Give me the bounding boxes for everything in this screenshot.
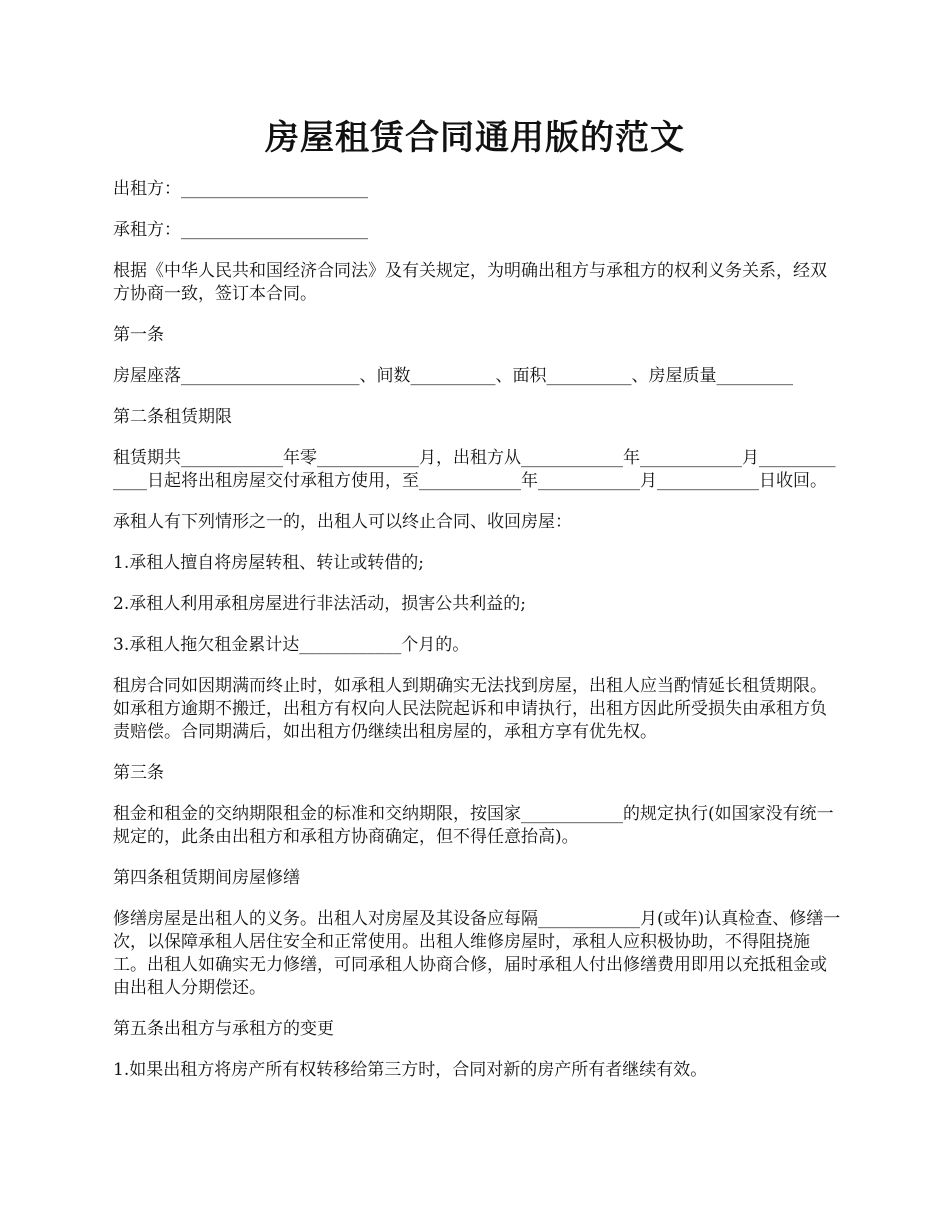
termination-intro: 承租人有下列情形之一的，出租人可以终止合同、收回房屋： xyxy=(113,512,572,532)
article-4-text: 修缮房屋是出租人的义务。出租人对房屋及其设备应每隔____________月(或年)认真检查、修缮一次，以保障承租人居住安全和正常使用。出租人维修房屋时，承租人应积极协助，不得阻挠施工。出租人如确实无力修缮，可同承租人协商合修，届时承租人付出修缮费用即用以充抵租金或由出租人分期偿还。 xyxy=(113,909,841,998)
termination-item-2: 2.承租人利用承租房屋进行非法活动，损害公共利益的; xyxy=(113,594,526,614)
article-3-heading: 第三条 xyxy=(113,763,164,783)
article-2-heading: 第二条租赁期限 xyxy=(113,407,232,427)
termination-item-1: 1.承租人擅自将房屋转租、转让或转借的; xyxy=(113,553,424,573)
article-5-heading: 第五条出租方与承租方的变更 xyxy=(113,1019,334,1039)
lessee-line: 承租方：______________________ xyxy=(113,220,368,240)
article-1-heading: 第一条 xyxy=(113,325,164,345)
document-body xyxy=(113,178,843,1100)
article-4-heading: 第四条租赁期间房屋修缮 xyxy=(113,868,300,888)
expiry-clause: 租房合同如因期满而终止时，如承租人到期确实无法找到房屋，出租人应当酌情延长租赁期限。如承租方逾期不搬迁，出租方有权向人民法院起诉和申请执行，出租方因此所受损失由承租方负责赔偿。合同期满后，如出租方仍继续出租房屋的，承租方享有优先权。 xyxy=(113,676,827,742)
lessor-line: 出租方：______________________ xyxy=(113,179,368,199)
article-3-text: 租金和租金的交纳期限租金的标准和交纳期限，按国家____________的规定执行(如国家没有统一规定的，此条由出租方和承租方协商确定，但不得任意抬高)。 xyxy=(113,804,834,847)
article-2-term: 租赁期共____________年零____________月，出租方从____________年____________月_____________日起将出租房屋交付承租方使用，至____________年____________月____________日收回。 xyxy=(113,448,836,491)
preamble: 根据《中华人民共和国经济合同法》及有关规定，为明确出租方与承租方的权利义务关系，经双方协商一致，签订本合同。 xyxy=(113,261,827,304)
termination-item-3: 3.承租人拖欠租金累计达____________个月的。 xyxy=(113,635,470,655)
article-1-text: 房屋座落_____________________、间数__________、面积__________、房屋质量_________ xyxy=(113,366,793,386)
article-5-item-1: 1.如果出租方将房产所有权转移给第三方时，合同对新的房产所有者继续有效。 xyxy=(113,1060,708,1080)
page-title: 房屋租赁合同通用版的范文 xyxy=(265,118,685,158)
